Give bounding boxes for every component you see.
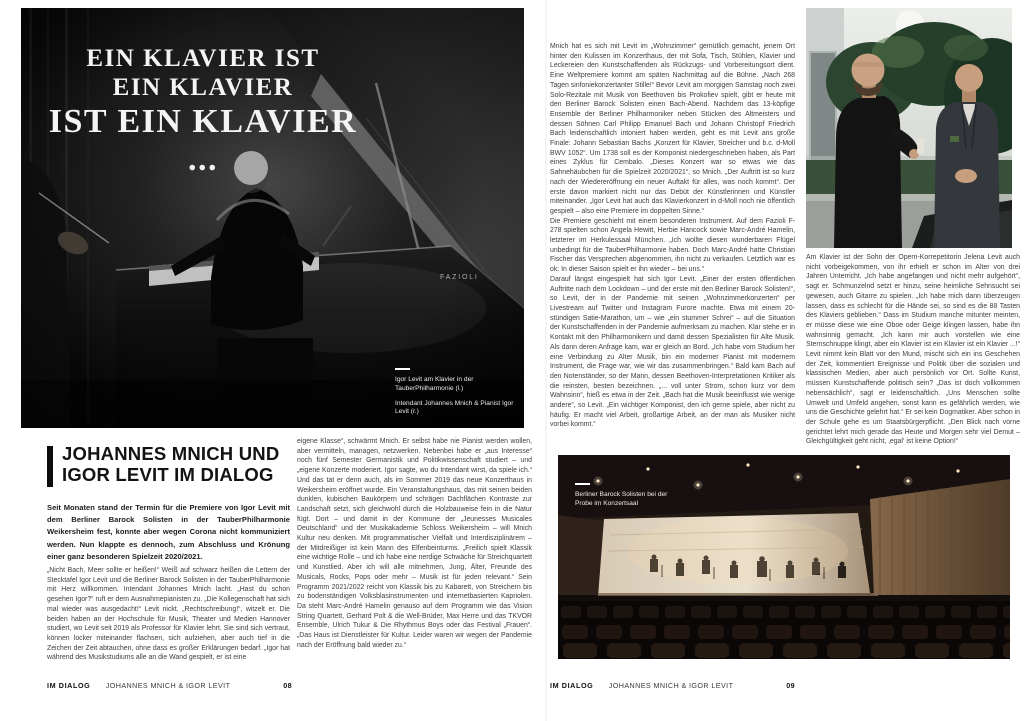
display-title-line-3: IST EIN KLAVIER ... <box>48 103 358 178</box>
article-display-title <box>29 44 377 179</box>
page-number-left: 08 <box>283 681 292 690</box>
left-body-column-1: „Nicht Bach, Meer sollte er heißen!“ Weiß auf schwarz heißen die Lettern der Stecktafel Igor Levit und die Berliner Barock Solisten in der TauberPhilharmonie mit Herz willkommen. Intendant Johannes Mnich lacht. „Hast du schon gesehen Igor?“ ruft er dem Ausnahmepianisten zu. „Die Kollegenschaft hat sich mal wieder was ausgedacht!“ Levit nickt. „Rechtschreibung!“, witzelt er. Die beiden haben an der Hochschule für Musik, Theater und Medien Hannover studiert, wo Levit seit 2019 als Professor für Klavier lehrt. Sie sind sich vertraut, können locker miteinander flachsen, sich aufziehen, aber auch tief in die Zeichen der Zeit abtauchen, ohne dass es großer Erklärungen bedarf. „Igor hat während des Musikstudiums alle an die Wand gespielt, er ist eine <box>47 567 290 662</box>
concert-hall-photo <box>558 455 1010 659</box>
article-heading <box>47 444 279 487</box>
display-title-line-1: EIN KLAVIER IST <box>86 45 320 72</box>
page-footer-left <box>47 681 292 690</box>
caption-rule <box>575 483 590 485</box>
page-fold <box>545 0 547 721</box>
heading-accent-bar <box>47 446 53 487</box>
footer-section-label: IM DIALOG <box>550 681 594 690</box>
footer-article-label: JOHANNES MNICH & IGOR LEVIT <box>608 681 734 690</box>
right-body-column-2: Am Klavier ist der Sohn der Opern-Korrepetitorin Jelena Levit auch nicht vorbeigekommen, von ihr erhielt er schon im Alter von drei Jahren Unterricht. „Ich habe angefangen und nicht mehr aufgehört“, sagt er. Schmunzelnd setzt er hinzu, seine heimliche Sehnsucht sei gewesen, auch Gitarre zu spielen. „Ich habe mich dann überzeugen lassen, dass es schlecht für die Hände sei, so sind es die 88 Tasten des Klaviers geblieben.“ Dass im Studium manche mitunter meinten, er müsse diese wie eine Oboe oder Geige klingen lassen, habe ihn wahnsinnig gemacht. „Ich kann mir auch vorstellen wie eine Sternschnuppe klingt, aber ein Klavier ist ein Klavier ist ein Klavier ...!“ Levit nimmt kein Blatt vor den Mund, mischt sich ein ins Geschehen der Zeit, kommentiert Ereignisse und Politik über die sozialen und klassischen Medien, aber auch persönlich vor Ort. Sollte Kunst, müssen Kunstschaffende politisch sein? „Das ist doch vollkommen nebensächlich“, sagt er leidenschaftlich. „Uns Menschen sollte Umwelt und Umfeld angehen, sonst kann es gefährlich werden, wie uns die Geschichte gelehrt hat.“ Er sei kein Dogmatiker. Aber schon in der Schule gehe es um Staatsbürgerpflicht. „Den Blick nach vorne gerichtet lehrt mich gerade das Heute und Morgen sehr viel Demut – Gleichgültigkeit geht nicht, ‚egal‘ ist keine Option!“ <box>806 254 1020 446</box>
page-number-right: 09 <box>786 681 795 690</box>
paragraph: Mnich hat es sich mit Levit im „Wohnzimmer“ gemütlich gemacht, jenem Ort hinter den Kulissen im Konzerthaus, der mit Sofa, Tisch, Stühlen, Klavier und Leckereien den Kunstschaffenden als Rückzugs- und Vorbereitungsort dient. Eine Weltpremiere kommt am späten Nachmittag auf die Bühne. „Nach 268 Tagen sinfoniekonzertanter Stille!“ Bevor Levit am morgigen Samstag noch zwei Solo-Rezitale mit Musik von Beethoven bis Prokofiev spielt, gibt er heute mit den Berliner Barock Solisten einen Bach-Abend. Nachdem das 13-köpfige Ensemble der Berliner Philharmoniker neben Stücken des Altmeisters und dessen Söhnen Carl Philipp Emanuel Bach und Johann Christopf Friedrich Bach leidenschaftlich intoniert haben werden, geht es mit Levit ans große Finale: Johann Sebastian Bachs „Konzert für Klavier, Streicher und b.c. d-Moll BWV 1052“. Um 1738 soll es der Komponist niedergeschrieben haben, als Part eines Zyklus für Cembalo. „Dieses Konzert war so etwas wie das Sahnehäubchen für die Spielzeit 2020/2021“, so Mnich. „Der Auftritt ist so kurz nach der Wiedereröffnung ein neuer Auftakt für alles, was noch kommt“. Der erste davon markiert nicht nur das Debüt der Künstlerinnen und Künstler miteinander. „Igor Levit hat auch das Klavierkonzert in d-Moll noch nie öffentlich gespielt – also eine Premiere im doppelten Sinne.“ <box>550 43 795 215</box>
heading-text <box>62 444 279 487</box>
hall-photo-caption <box>575 483 679 509</box>
right-body-column-1 <box>550 42 795 452</box>
terrace-photo-illustration <box>806 8 1012 248</box>
page-footer-right <box>550 681 795 690</box>
display-title-line-2: EIN KLAVIER <box>112 74 294 101</box>
footer-section-label: IM DIALOG <box>47 681 91 690</box>
caption-line: Intendant Johannes Mnich & Pianist Igor Levit (r.) <box>395 399 514 416</box>
terrace-photo-mnich-levit <box>806 8 1012 248</box>
paragraph: Die Premiere geschieht mit einem besonderen Instrument. Auf dem Fazioli F-278 spielten schon Angela Hewitt, Herbie Hancock sowie Marc-André Hamelin, letzterer im Herkulessaal München. „Ich wollte diesen wunderbaren Flügel unbedingt für die TauberPhilharmonie haben. Doch Marc-André hatte Christian Fischer das Versprechen abgenommen, ihn nicht zu verkaufen. Letztlich war es ok: In dieser Saison spielt er ihn wieder – bei uns.“ <box>550 217 795 274</box>
caption-line: Berliner Barock Solisten bei der Probe im Konzertsaal <box>575 491 668 507</box>
footer-article-label: JOHANNES MNICH & IGOR LEVIT <box>105 681 231 690</box>
caption-line: Igor Levit am Klavier in der TauberPhilharmonie (l.) <box>395 376 474 392</box>
article-intro: Seit Monaten stand der Termin für die Premiere von Igor Levit mit dem Berliner Barock Solisten in der TauberPhilharmonie Weikersheim fest, konnte aber wegen Corona nicht kommuniziert werden. Nun klappte es dennoch, zum Abschluss und Krönung einer ganz besonderen Spielzeit 2020/2021. <box>47 503 290 561</box>
hero-photo-caption <box>395 368 520 417</box>
heading-line-2: IGOR LEVIT IM DIALOG <box>62 463 274 485</box>
paragraph: Darauf längst eingespielt hat sich Igor Levit. „Einer der ersten öffentlichen Auftritte nach dem Lockdown – und der erste mit den Berliner Barock Solisten!“, so Levit, der in der Pandemie mit seinen „Wohnzimmerkonzerten“ per Livestream auf Twitter und Instagram Furore machte. Etwa mit einem 20-stündigen Satie-Marathon, um – wie „ein stummer Schrei“ – auf die Situation der Kunstschaffenden in der Pandemie aufmerksam zu machen. Klar stehe er in Kontakt mit den Philharmonikern und damit dessen Spezialisten für Alte Musik. Als dann deren Anfrage kam, war er gleich an Bord. „Ich habe vom Studium her eine Verbindung zu Alter Musik, bin ein moderner Pianist mit modernem Instrument, die Frage war, wie wir das zusammenbringen.“ Bald kam Bach auf den Notenständer, so der Mann, dessen Beethoven-Interpretationen Kritiker als die reinsten, besten bezeichnen. „... voll unter Strom, schon kurz vor dem Wahnsinn“, hieß es etwa in der Zeit. „Bach hat die Musik beeinflusst wie wenige andere“, so Levit. „Ein wichtiger Komponist, den ich gerne spiele, aber nicht zu häufig. Er macht viel Arbeit, großartige Arbeit, an der man als Musiker nicht vorbei kommt.“ <box>550 275 795 429</box>
hero-photo-pianist <box>21 8 524 428</box>
piano-brand-label: FAZIOLI <box>440 274 479 281</box>
heading-line-1: JOHANNES MNICH UND <box>62 443 280 464</box>
left-body-column-2: eigene Klasse“, schwärmt Mnich. Er selbst habe nie Pianist werden wollen, aber vermitteln, managen, netzwerken. Nebenbei habe er „aus Interesse“ noch fünf Semester Germanistik und Politikwissenschaft studiert – und „eigene Konzerte moderiert. Igor sagte, wo du Intendant wirst, da spiele ich.“ Und das tat er denn auch, als im Sommer 2019 das neue Konzerthaus in Weikersheim eröffnet wurde. Ein Veranstaltungshaus, das mit seinen beiden dunklen, kubischen Baukörpern und schrägen Dachflächen Kontraste zur Landschaft setzt, sich gleichwohl durch die Holzbauweise fein in die Natur fügt. Dort – und damit in der Kommune der „Jeunesses Musicales Deutschland“ und der Musikakademie Schloss Weikersheim – will Mnich Kultur neu denken. Mit programmatischer Vielfalt und Interdisziplinärem – der Mitdreißiger ist kein Mann des Elfenbeinturms. „Freilich spielt Klassik eine wichtige Rolle – und ich habe eine nerdige Schwäche für Streichquartett und Kunstlied. Aber ich will alle mitnehmen, Jung, Älter, Freunde des Musicals, Rocks, Pops oder mehr – Musik ist für jeden relevant.“ Sein Programm 2021/2022 reicht von Klassik bis zu Kabarett, von Streichern bis zu bodenständigen Volksblasinstrumenten und internetbasierten Kapriolen. Da steht Marc-André Hamelin genauso auf dem Programm wie das Vision String Quartett, Gerhard Polt & die Well-Brüder, Max Herre und das TKVOR Ensemble, Ulrich Tukur & Die Rhythmus Boys oder das Festival „Frauen“. „Das Haus ist Dienstleister für Kultur. Leider waren wir wegen der Pandemie nach der Eröffnung bald wieder zu.“ <box>297 438 532 649</box>
caption-rule <box>395 368 410 370</box>
